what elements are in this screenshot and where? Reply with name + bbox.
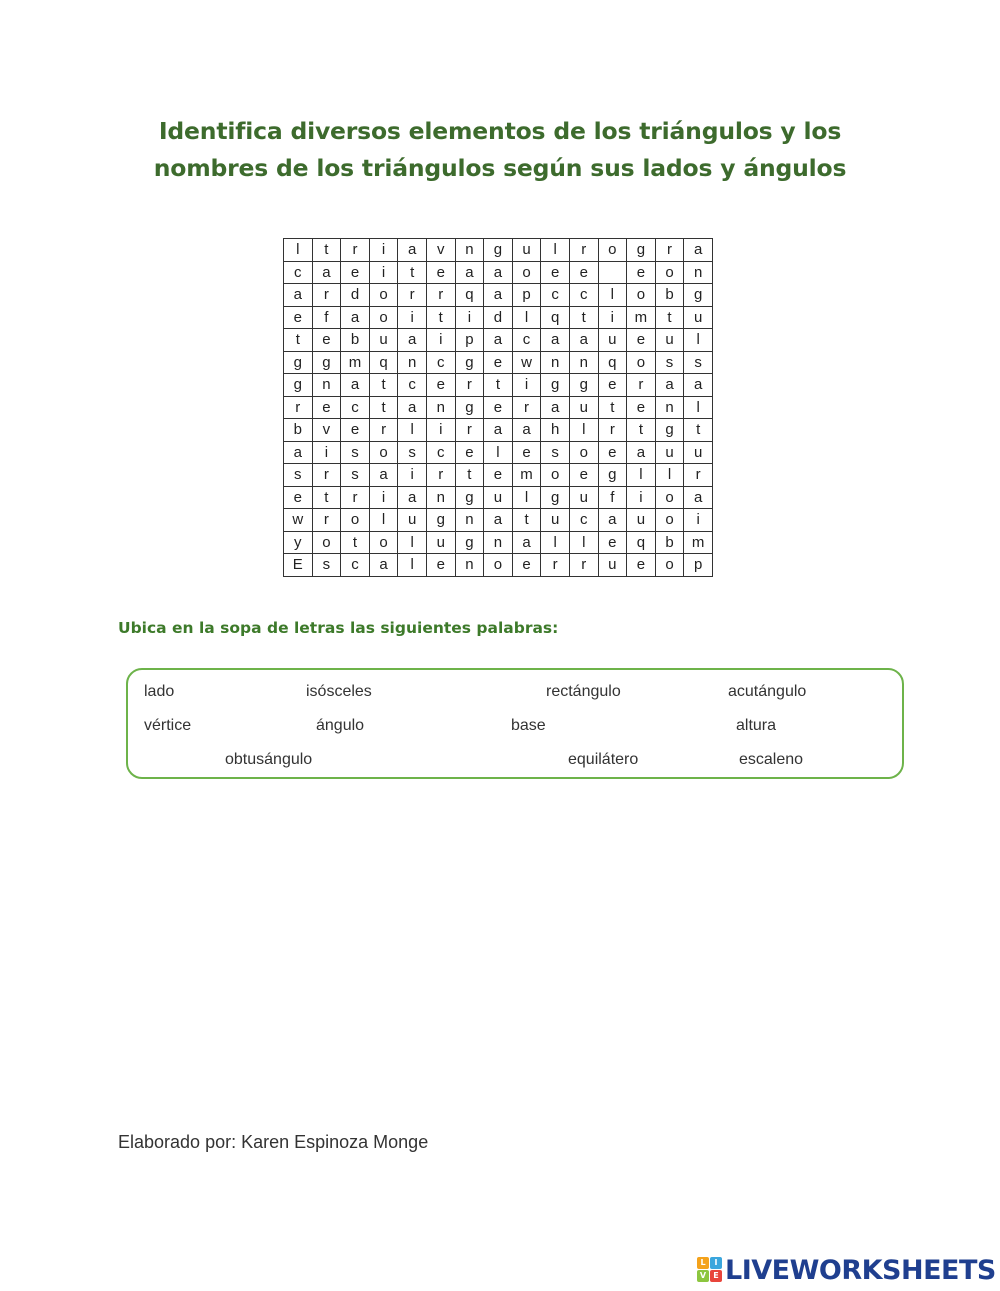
grid-cell[interactable]: u	[598, 329, 627, 352]
grid-row	[284, 329, 713, 352]
grid-cell[interactable]: r	[312, 509, 341, 532]
grid-cell[interactable]: h	[541, 419, 570, 442]
grid-cell[interactable]: t	[512, 509, 541, 532]
grid-cell[interactable]: a	[541, 396, 570, 419]
grid-cell[interactable]: l	[398, 419, 427, 442]
grid-cell[interactable]: r	[426, 284, 455, 307]
grid-cell[interactable]: o	[627, 351, 656, 374]
grid-cell[interactable]: m	[512, 464, 541, 487]
grid-row	[284, 554, 713, 577]
grid-cell[interactable]: r	[598, 419, 627, 442]
grid-row	[284, 306, 713, 329]
grid-cell[interactable]: m	[341, 351, 370, 374]
grid-cell[interactable]: g	[455, 486, 484, 509]
grid-cell[interactable]: g	[541, 486, 570, 509]
grid-cell[interactable]: n	[455, 509, 484, 532]
grid-cell[interactable]: s	[312, 554, 341, 577]
grid-cell[interactable]: r	[369, 419, 398, 442]
grid-cell[interactable]: m	[684, 531, 713, 554]
grid-cell[interactable]: u	[369, 329, 398, 352]
word-item: escaleno	[739, 751, 804, 768]
grid-row	[284, 374, 713, 397]
word-item: equilátero	[568, 751, 639, 768]
grid-cell[interactable]: a	[484, 329, 513, 352]
grid-cell[interactable]: n	[655, 396, 684, 419]
grid-cell[interactable]: r	[455, 419, 484, 442]
grid-row	[284, 441, 713, 464]
grid-cell[interactable]: i	[398, 464, 427, 487]
grid-row	[284, 486, 713, 509]
grid-cell[interactable]: c	[569, 509, 598, 532]
grid-cell[interactable]: c	[512, 329, 541, 352]
grid-cell[interactable]: E	[284, 554, 313, 577]
grid-cell[interactable]: p	[512, 284, 541, 307]
grid-cell[interactable]: r	[512, 396, 541, 419]
grid-cell[interactable]: o	[627, 284, 656, 307]
grid-cell[interactable]: a	[398, 239, 427, 262]
grid-cell[interactable]: e	[426, 554, 455, 577]
grid-cell[interactable]: a	[684, 486, 713, 509]
grid-cell[interactable]: n	[684, 261, 713, 284]
grid-cell[interactable]: g	[284, 351, 313, 374]
grid-cell[interactable]: u	[426, 531, 455, 554]
grid-cell[interactable]: a	[569, 329, 598, 352]
grid-cell[interactable]: a	[512, 419, 541, 442]
grid-cell[interactable]: o	[655, 509, 684, 532]
grid-cell[interactable]: b	[284, 419, 313, 442]
grid-cell[interactable]: e	[627, 261, 656, 284]
grid-cell[interactable]: o	[484, 554, 513, 577]
grid-cell[interactable]: n	[541, 351, 570, 374]
grid-cell[interactable]: a	[398, 329, 427, 352]
grid-cell[interactable]: e	[569, 464, 598, 487]
grid-cell[interactable]: l	[684, 396, 713, 419]
grid-cell[interactable]: c	[341, 554, 370, 577]
grid-cell[interactable]: w	[512, 351, 541, 374]
grid-cell[interactable]: a	[684, 239, 713, 262]
grid-cell[interactable]: u	[512, 239, 541, 262]
grid-cell[interactable]: l	[569, 531, 598, 554]
grid-cell[interactable]: n	[398, 351, 427, 374]
grid-cell[interactable]: a	[341, 306, 370, 329]
grid-cell[interactable]: e	[284, 306, 313, 329]
grid-cell[interactable]	[598, 261, 627, 284]
word-item: lado	[144, 683, 175, 700]
grid-cell[interactable]: r	[426, 464, 455, 487]
grid-cell[interactable]: t	[484, 374, 513, 397]
grid-cell[interactable]: l	[398, 554, 427, 577]
grid-cell[interactable]: i	[598, 306, 627, 329]
worksheet-title	[0, 113, 1000, 187]
instructions: Ubica en la sopa de letras las siguientes palabras:	[118, 619, 559, 637]
grid-cell[interactable]: r	[341, 239, 370, 262]
grid-cell[interactable]: n	[455, 239, 484, 262]
grid-cell[interactable]: t	[598, 396, 627, 419]
grid-cell[interactable]: t	[369, 374, 398, 397]
grid-cell[interactable]: p	[684, 554, 713, 577]
grid-cell[interactable]: t	[627, 419, 656, 442]
grid-cell[interactable]: r	[398, 284, 427, 307]
grid-cell[interactable]: i	[684, 509, 713, 532]
grid-cell[interactable]: a	[598, 509, 627, 532]
word-item: altura	[736, 717, 777, 734]
grid-cell[interactable]: o	[655, 261, 684, 284]
word-search-grid	[283, 238, 713, 577]
grid-cell[interactable]: c	[341, 396, 370, 419]
grid-cell[interactable]: u	[569, 396, 598, 419]
grid-cell[interactable]: l	[598, 284, 627, 307]
grid-cell[interactable]: r	[341, 486, 370, 509]
grid-row	[284, 531, 713, 554]
word-item: ángulo	[316, 717, 365, 734]
grid-cell[interactable]: v	[426, 239, 455, 262]
grid-cell[interactable]: t	[369, 396, 398, 419]
grid-cell[interactable]: a	[484, 419, 513, 442]
grid-cell[interactable]: i	[512, 374, 541, 397]
grid-cell[interactable]: n	[569, 351, 598, 374]
grid-cell[interactable]: a	[684, 374, 713, 397]
grid-cell[interactable]: b	[655, 284, 684, 307]
grid-cell[interactable]: g	[284, 374, 313, 397]
grid-cell[interactable]: r	[312, 284, 341, 307]
author-credit: Elaborado por: Karen Espinoza Monge	[118, 1132, 429, 1152]
grid-cell[interactable]: l	[284, 239, 313, 262]
grid-cell[interactable]: g	[569, 374, 598, 397]
grid-cell[interactable]: r	[455, 374, 484, 397]
grid-cell[interactable]: i	[369, 239, 398, 262]
grid-cell[interactable]: n	[426, 486, 455, 509]
grid-cell[interactable]: r	[569, 239, 598, 262]
grid-cell[interactable]: b	[341, 329, 370, 352]
grid-cell[interactable]: e	[426, 374, 455, 397]
word-list-box	[126, 668, 904, 779]
grid-cell[interactable]: r	[684, 464, 713, 487]
grid-cell[interactable]: t	[341, 531, 370, 554]
grid-row	[284, 396, 713, 419]
title-line-2: nombres de los triángulos según sus lados y ángulos	[153, 154, 847, 182]
grid-cell[interactable]: g	[426, 509, 455, 532]
grid-cell[interactable]: e	[284, 486, 313, 509]
grid-cell[interactable]: g	[627, 239, 656, 262]
grid-cell[interactable]: a	[484, 284, 513, 307]
grid-cell[interactable]: r	[312, 464, 341, 487]
grid-cell[interactable]: l	[398, 531, 427, 554]
word-item: obtusángulo	[225, 751, 313, 768]
grid-cell[interactable]: l	[369, 509, 398, 532]
grid-cell[interactable]: o	[369, 531, 398, 554]
grid-cell[interactable]: r	[655, 239, 684, 262]
grid-cell[interactable]: g	[655, 419, 684, 442]
grid-cell[interactable]: t	[284, 329, 313, 352]
grid-cell[interactable]: o	[512, 261, 541, 284]
grid-cell[interactable]: o	[369, 441, 398, 464]
grid-cell[interactable]: a	[627, 441, 656, 464]
grid-row	[284, 509, 713, 532]
grid-cell[interactable]: c	[569, 284, 598, 307]
grid-cell[interactable]: s	[341, 464, 370, 487]
grid-cell[interactable]: l	[655, 464, 684, 487]
word-item: base	[511, 717, 546, 734]
grid-cell[interactable]: f	[312, 306, 341, 329]
grid-cell[interactable]: e	[455, 441, 484, 464]
grid-cell[interactable]: a	[655, 374, 684, 397]
grid-cell[interactable]: u	[398, 509, 427, 532]
grid-cell[interactable]: n	[484, 531, 513, 554]
grid-cell[interactable]: w	[284, 509, 313, 532]
title-line-1: Identifica diversos elementos de los triángulos y los	[158, 117, 842, 145]
grid-cell[interactable]: a	[398, 396, 427, 419]
grid-cell[interactable]: s	[684, 351, 713, 374]
grid-cell[interactable]: d	[484, 306, 513, 329]
logo-text: LIVEWORKSHEETS	[725, 1254, 996, 1286]
grid-cell[interactable]: o	[655, 486, 684, 509]
grid-row	[284, 419, 713, 442]
word-item: isósceles	[306, 683, 372, 700]
grid-cell[interactable]: a	[369, 554, 398, 577]
grid-cell[interactable]: r	[569, 554, 598, 577]
grid-cell[interactable]: u	[569, 486, 598, 509]
grid-cell[interactable]: t	[312, 486, 341, 509]
grid-cell[interactable]: a	[284, 284, 313, 307]
logo-icon	[697, 1257, 723, 1283]
grid-cell[interactable]: e	[426, 261, 455, 284]
grid-cell[interactable]: t	[312, 239, 341, 262]
grid-cell[interactable]: a	[541, 329, 570, 352]
grid-cell[interactable]: r	[627, 374, 656, 397]
grid-cell[interactable]: g	[455, 396, 484, 419]
grid-cell[interactable]: e	[627, 329, 656, 352]
grid-cell[interactable]: t	[684, 419, 713, 442]
grid-cell[interactable]: l	[569, 419, 598, 442]
grid-cell[interactable]: a	[369, 464, 398, 487]
word-item: rectángulo	[546, 683, 621, 700]
grid-cell[interactable]: n	[426, 396, 455, 419]
grid-cell[interactable]: e	[541, 261, 570, 284]
grid-cell[interactable]: c	[426, 351, 455, 374]
grid-cell[interactable]: t	[426, 306, 455, 329]
grid-cell[interactable]: e	[598, 374, 627, 397]
grid-cell[interactable]: c	[541, 284, 570, 307]
grid-cell[interactable]: o	[598, 239, 627, 262]
grid-cell[interactable]: l	[541, 239, 570, 262]
grid-cell[interactable]: e	[598, 441, 627, 464]
grid-cell[interactable]: l	[541, 531, 570, 554]
grid-cell[interactable]: n	[455, 554, 484, 577]
grid-cell[interactable]: e	[312, 396, 341, 419]
grid-cell[interactable]: o	[541, 464, 570, 487]
grid-cell[interactable]: r	[284, 396, 313, 419]
grid-cell[interactable]: c	[426, 441, 455, 464]
grid-row	[284, 351, 713, 374]
grid-cell[interactable]: u	[684, 306, 713, 329]
word-item: acutángulo	[728, 683, 807, 700]
logo-icon-tile: E	[710, 1270, 722, 1282]
grid-cell[interactable]: u	[655, 441, 684, 464]
grid-cell[interactable]: l	[484, 441, 513, 464]
grid-row	[284, 239, 713, 262]
grid-cell[interactable]: c	[284, 261, 313, 284]
grid-cell[interactable]: e	[484, 351, 513, 374]
grid-cell[interactable]: g	[598, 464, 627, 487]
grid-cell[interactable]: g	[541, 374, 570, 397]
logo-icon-tile: I	[710, 1257, 722, 1269]
grid-cell[interactable]: e	[484, 464, 513, 487]
grid-cell[interactable]: q	[627, 531, 656, 554]
grid-cell[interactable]: e	[312, 329, 341, 352]
grid-cell[interactable]: a	[312, 261, 341, 284]
grid-cell[interactable]: q	[369, 351, 398, 374]
grid-cell[interactable]: f	[598, 486, 627, 509]
grid-cell[interactable]: d	[341, 284, 370, 307]
grid-cell[interactable]: g	[455, 351, 484, 374]
grid-cell[interactable]: e	[569, 261, 598, 284]
grid-row	[284, 284, 713, 307]
grid-cell[interactable]: q	[541, 306, 570, 329]
grid-cell[interactable]: t	[569, 306, 598, 329]
grid-cell[interactable]: u	[655, 329, 684, 352]
grid-cell[interactable]: y	[284, 531, 313, 554]
grid-cell[interactable]: a	[398, 486, 427, 509]
grid-cell[interactable]: o	[655, 554, 684, 577]
grid-cell[interactable]: g	[684, 284, 713, 307]
grid-cell[interactable]: o	[369, 284, 398, 307]
grid-cell[interactable]: u	[541, 509, 570, 532]
grid-cell[interactable]: g	[455, 531, 484, 554]
grid-cell[interactable]: u	[484, 486, 513, 509]
grid-cell[interactable]: l	[512, 486, 541, 509]
grid-cell[interactable]: b	[655, 531, 684, 554]
grid-cell[interactable]: a	[284, 441, 313, 464]
grid-cell[interactable]: g	[484, 239, 513, 262]
grid-cell[interactable]: e	[512, 554, 541, 577]
grid-cell[interactable]: t	[655, 306, 684, 329]
liveworksheets-logo[interactable]	[697, 1254, 996, 1286]
grid-cell[interactable]: e	[341, 419, 370, 442]
grid-cell[interactable]: o	[369, 306, 398, 329]
grid-row	[284, 261, 713, 284]
word-item: vértice	[144, 717, 192, 734]
grid-cell[interactable]: o	[569, 441, 598, 464]
logo-icon-tile: V	[697, 1270, 709, 1282]
grid-cell[interactable]: n	[312, 374, 341, 397]
grid-cell[interactable]: i	[369, 261, 398, 284]
grid-cell[interactable]: l	[627, 464, 656, 487]
grid-cell[interactable]: o	[312, 531, 341, 554]
grid-cell[interactable]: p	[455, 329, 484, 352]
grid-cell[interactable]: l	[512, 306, 541, 329]
grid-cell[interactable]: s	[655, 351, 684, 374]
grid-cell[interactable]: e	[512, 441, 541, 464]
grid-cell[interactable]: e	[627, 554, 656, 577]
grid-cell[interactable]: l	[684, 329, 713, 352]
grid-cell[interactable]: u	[598, 554, 627, 577]
grid-cell[interactable]: t	[455, 464, 484, 487]
grid-cell[interactable]: q	[455, 284, 484, 307]
grid-cell[interactable]: a	[341, 374, 370, 397]
grid-cell[interactable]: u	[684, 441, 713, 464]
grid-cell[interactable]: q	[598, 351, 627, 374]
grid-cell[interactable]: e	[341, 261, 370, 284]
grid-cell[interactable]: r	[541, 554, 570, 577]
grid-cell[interactable]: a	[484, 509, 513, 532]
grid-cell[interactable]: u	[627, 509, 656, 532]
grid-cell[interactable]: g	[312, 351, 341, 374]
grid-cell[interactable]: i	[312, 441, 341, 464]
grid-cell[interactable]: e	[627, 396, 656, 419]
grid-cell[interactable]: i	[426, 419, 455, 442]
grid-row	[284, 464, 713, 487]
grid-cell[interactable]: v	[312, 419, 341, 442]
grid-cell[interactable]: i	[369, 486, 398, 509]
grid-cell[interactable]: e	[484, 396, 513, 419]
grid-cell[interactable]: s	[398, 441, 427, 464]
grid-cell[interactable]: t	[398, 261, 427, 284]
grid-cell[interactable]: s	[541, 441, 570, 464]
grid-cell[interactable]: s	[284, 464, 313, 487]
grid-cell[interactable]: i	[455, 306, 484, 329]
grid-cell[interactable]: i	[398, 306, 427, 329]
grid-cell[interactable]: s	[341, 441, 370, 464]
grid-cell[interactable]: e	[598, 531, 627, 554]
grid-cell[interactable]: c	[398, 374, 427, 397]
grid-cell[interactable]: i	[627, 486, 656, 509]
grid-cell[interactable]: i	[426, 329, 455, 352]
grid-cell[interactable]: m	[627, 306, 656, 329]
grid-cell[interactable]: a	[484, 261, 513, 284]
grid-cell[interactable]: o	[341, 509, 370, 532]
logo-icon-tile: L	[697, 1257, 709, 1269]
grid-cell[interactable]: a	[512, 531, 541, 554]
grid-cell[interactable]: a	[455, 261, 484, 284]
